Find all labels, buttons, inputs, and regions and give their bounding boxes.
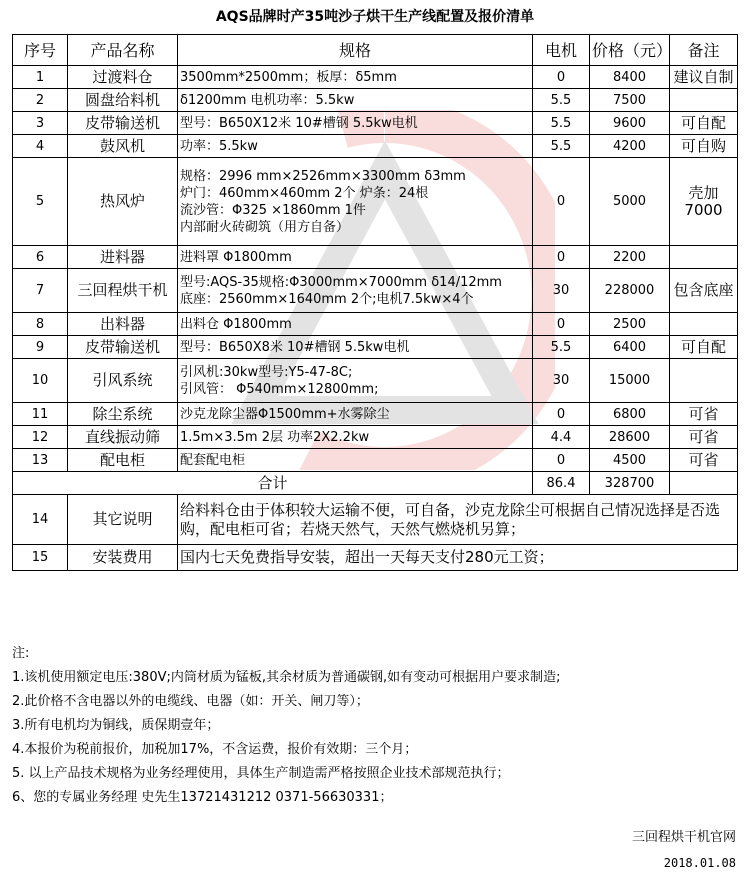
row-motor: 5.5 bbox=[533, 89, 590, 112]
row-note: 可省 bbox=[670, 426, 738, 449]
table-row bbox=[13, 246, 738, 269]
row-note bbox=[670, 313, 738, 336]
total-label: 合计 bbox=[13, 472, 533, 495]
footer-site-name: 三回程烘干机官网 bbox=[631, 830, 736, 845]
install-name: 安装费用 bbox=[68, 545, 178, 571]
row-no: 1 bbox=[13, 66, 68, 89]
row-spec: 型号:AQS-35规格:Φ3000mm×7000mm δ14/12mm 底座：2560mm×1640mm 2个;电机7.5kw×4个 bbox=[178, 269, 533, 313]
col-header-note: 备注 bbox=[670, 35, 738, 66]
row-note bbox=[670, 246, 738, 269]
row-name: 直线振动筛 bbox=[68, 426, 178, 449]
row-note: 可自配 bbox=[670, 336, 738, 359]
row-name: 除尘系统 bbox=[68, 403, 178, 426]
row-note: 建议自制 bbox=[670, 66, 738, 89]
col-header-name: 产品名称 bbox=[68, 35, 178, 66]
row-name: 进料器 bbox=[68, 246, 178, 269]
row-no: 10 bbox=[13, 359, 68, 403]
row-name: 热风炉 bbox=[68, 158, 178, 246]
row-price: 28600 bbox=[590, 426, 670, 449]
row-price: 6800 bbox=[590, 403, 670, 426]
row-note bbox=[670, 359, 738, 403]
row-motor: 0 bbox=[533, 449, 590, 472]
row-price: 6400 bbox=[590, 336, 670, 359]
row-price: 228000 bbox=[590, 269, 670, 313]
row-no: 12 bbox=[13, 426, 68, 449]
col-header-price: 价格（元） bbox=[590, 35, 670, 66]
row-motor: 0 bbox=[533, 403, 590, 426]
table-row bbox=[13, 426, 738, 449]
table-row bbox=[13, 449, 738, 472]
row-motor: 5.5 bbox=[533, 336, 590, 359]
row-note: 壳加7000 bbox=[670, 158, 738, 246]
row-note bbox=[670, 89, 738, 112]
row-price: 8400 bbox=[590, 66, 670, 89]
note-item: 3.所有电机均为铜线，质保期壹年； bbox=[12, 718, 220, 733]
notes-label: 注: bbox=[12, 646, 30, 661]
table-row bbox=[13, 336, 738, 359]
row-name: 皮带输送机 bbox=[68, 112, 178, 135]
other-no: 14 bbox=[13, 495, 68, 545]
table-header-row bbox=[13, 35, 738, 66]
row-motor: 0 bbox=[533, 66, 590, 89]
row-name: 鼓风机 bbox=[68, 135, 178, 158]
install-text: 国内七天免费指导安装，超出一天每天支付280元工资； bbox=[178, 545, 738, 571]
table-row bbox=[13, 359, 738, 403]
row-price: 4200 bbox=[590, 135, 670, 158]
table-row bbox=[13, 269, 738, 313]
total-price: 328700 bbox=[590, 472, 670, 495]
note-item: 2.此价格不含电器以外的电缆线、电器（如：开关、闸刀等）； bbox=[12, 694, 369, 709]
row-price: 7500 bbox=[590, 89, 670, 112]
install-no: 15 bbox=[13, 545, 68, 571]
row-no: 8 bbox=[13, 313, 68, 336]
install-row bbox=[13, 545, 738, 571]
quote-table bbox=[12, 34, 738, 571]
table-row bbox=[13, 89, 738, 112]
row-name: 三回程烘干机 bbox=[68, 269, 178, 313]
row-spec: 型号：B650X12米 10#槽钢 5.5kw电机 bbox=[178, 112, 533, 135]
row-name: 过渡料仓 bbox=[68, 66, 178, 89]
other-row bbox=[13, 495, 738, 545]
row-note: 包含底座 bbox=[670, 269, 738, 313]
row-no: 9 bbox=[13, 336, 68, 359]
row-motor: 30 bbox=[533, 359, 590, 403]
total-row bbox=[13, 472, 738, 495]
row-spec: 型号：B650X8米 10#槽钢 5.5kw电机 bbox=[178, 336, 533, 359]
row-motor: 0 bbox=[533, 313, 590, 336]
notes-section bbox=[12, 642, 737, 810]
table-row bbox=[13, 403, 738, 426]
row-name: 配电柜 bbox=[68, 449, 178, 472]
table-row bbox=[13, 112, 738, 135]
row-motor: 4.4 bbox=[533, 426, 590, 449]
row-motor: 0 bbox=[533, 246, 590, 269]
table-row bbox=[13, 158, 738, 246]
col-header-no: 序号 bbox=[13, 35, 68, 66]
row-price: 15000 bbox=[590, 359, 670, 403]
row-motor: 0 bbox=[533, 158, 590, 246]
row-spec: 配套配电柜 bbox=[178, 449, 533, 472]
row-spec: 功率：5.5kw bbox=[178, 135, 533, 158]
row-motor: 5.5 bbox=[533, 112, 590, 135]
total-motor: 86.4 bbox=[533, 472, 590, 495]
note-item: 1.该机使用额定电压:380V;内筒材质为锰板,其余材质为普通碳钢,如有变动可根据用户要求制造; bbox=[12, 670, 561, 685]
row-price: 5000 bbox=[590, 158, 670, 246]
other-name: 其它说明 bbox=[68, 495, 178, 545]
footer-date: 2018.01.08 bbox=[663, 856, 736, 870]
row-name: 皮带输送机 bbox=[68, 336, 178, 359]
row-name: 出料器 bbox=[68, 313, 178, 336]
row-motor: 5.5 bbox=[533, 135, 590, 158]
row-spec: 引风机:30kw型号:Y5-47-8C; 引风管： Φ540mm×12800mm; bbox=[178, 359, 533, 403]
row-note: 可省 bbox=[670, 449, 738, 472]
other-text: 给料料仓由于体积较大运输不便，可自备，沙克龙除尘可根据自己情况选择是否选购，配电柜可省；若烧天然气，天然气燃烧机另算； bbox=[178, 495, 738, 545]
row-price: 2500 bbox=[590, 313, 670, 336]
note-item: 6、您的专属业务经理 史先生13721431212 0371-56630331； bbox=[12, 790, 393, 805]
row-note: 可自配 bbox=[670, 112, 738, 135]
note-item: 4.本报价为税前报价，加税加17%，不含运费，报价有效期：三个月； bbox=[12, 742, 418, 757]
table-row bbox=[13, 135, 738, 158]
row-spec: 沙克龙除尘器Φ1500mm+水雾除尘 bbox=[178, 403, 533, 426]
row-price: 2200 bbox=[590, 246, 670, 269]
col-header-spec: 规格 bbox=[178, 35, 533, 66]
row-spec: 规格：2996 mm×2526mm×3300mm δ3mm 炉门：460mm×460mm 2个 炉条：24根 流沙管：Φ325 ×1860mm 1件 内部耐火砖砌筑（用方自备） bbox=[178, 158, 533, 246]
row-no: 3 bbox=[13, 112, 68, 135]
row-no: 5 bbox=[13, 158, 68, 246]
row-no: 13 bbox=[13, 449, 68, 472]
row-no: 2 bbox=[13, 89, 68, 112]
row-price: 4500 bbox=[590, 449, 670, 472]
row-name: 引风系统 bbox=[68, 359, 178, 403]
row-spec: 进料罩 Φ1800mm bbox=[178, 246, 533, 269]
row-no: 7 bbox=[13, 269, 68, 313]
row-price: 9600 bbox=[590, 112, 670, 135]
row-name: 圆盘给料机 bbox=[68, 89, 178, 112]
row-note: 可省 bbox=[670, 403, 738, 426]
row-no: 4 bbox=[13, 135, 68, 158]
table-row bbox=[13, 313, 738, 336]
total-note bbox=[670, 472, 738, 495]
document-title: AQS品牌时产35吨沙子烘干生产线配置及报价清单 bbox=[215, 9, 535, 25]
row-no: 6 bbox=[13, 246, 68, 269]
col-header-motor: 电机 bbox=[533, 35, 590, 66]
row-note: 可自购 bbox=[670, 135, 738, 158]
note-item: 5. 以上产品技术规格为业务经理使用，具体生产制造需严格按照企业技术部规范执行； bbox=[12, 766, 510, 781]
row-spec: 出料仓 Φ1800mm bbox=[178, 313, 533, 336]
row-spec: 3500mm*2500mm；板厚：δ5mm bbox=[178, 66, 533, 89]
row-motor: 30 bbox=[533, 269, 590, 313]
row-no: 11 bbox=[13, 403, 68, 426]
table-row bbox=[13, 66, 738, 89]
row-spec: δ1200mm 电机功率：5.5kw bbox=[178, 89, 533, 112]
row-spec: 1.5m×3.5m 2层 功率2X2.2kw bbox=[178, 426, 533, 449]
